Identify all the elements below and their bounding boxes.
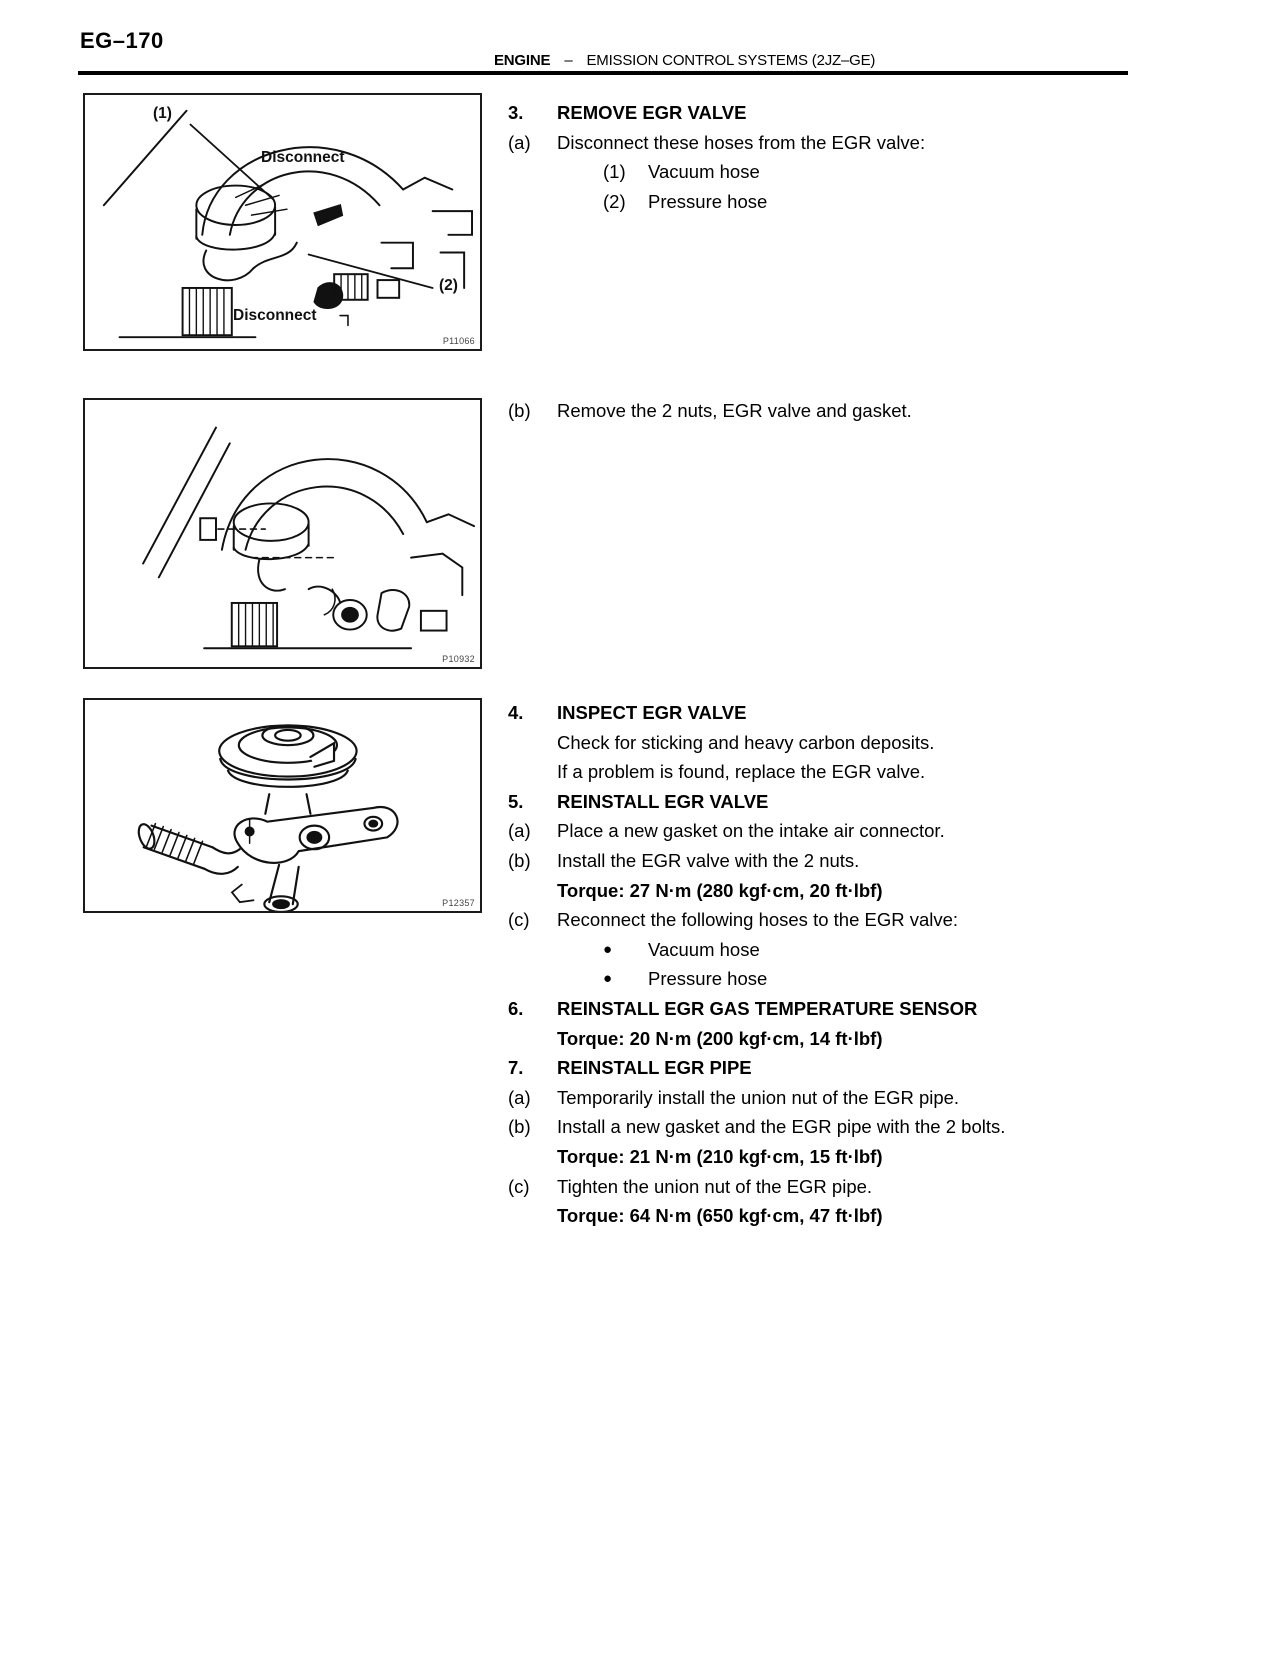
step-marker bbox=[508, 1142, 557, 1172]
step-text: Install the EGR valve with the 2 nuts. bbox=[557, 849, 860, 871]
procedure-step bbox=[508, 1024, 1128, 1054]
header-section: ENGINE bbox=[494, 52, 551, 69]
procedure-block-remove bbox=[508, 98, 1128, 216]
procedure-step bbox=[508, 1172, 1128, 1202]
figure-2-illustration bbox=[85, 400, 480, 667]
step-text: Place a new gasket on the intake air connector. bbox=[557, 820, 945, 842]
step-text: REMOVE EGR VALVE bbox=[557, 102, 747, 123]
procedure-step bbox=[508, 1142, 1128, 1172]
step-marker: ● bbox=[603, 970, 613, 988]
step-marker bbox=[508, 728, 557, 758]
step-marker: (1) bbox=[603, 161, 626, 183]
header-rule bbox=[78, 71, 1128, 75]
step-text: Torque: 20 N·m (200 kgf·cm, 14 ft·lbf) bbox=[557, 1027, 883, 1049]
procedure-step bbox=[508, 1053, 1128, 1083]
step-marker: 7. bbox=[508, 1057, 524, 1079]
step-text: Pressure hose bbox=[648, 968, 768, 990]
procedure-step bbox=[508, 787, 1128, 817]
step-marker: (a) bbox=[508, 1086, 531, 1108]
procedure-step bbox=[508, 1112, 1128, 1142]
procedure-block-remove-nuts bbox=[508, 396, 1128, 426]
step-marker: (a) bbox=[508, 820, 531, 842]
step-marker: 3. bbox=[508, 102, 524, 123]
step-marker bbox=[508, 1024, 557, 1054]
step-marker bbox=[508, 757, 557, 787]
figure-code: P10932 bbox=[442, 654, 475, 664]
step-text: REINSTALL EGR GAS TEMPERATURE SENSOR bbox=[557, 997, 978, 1019]
step-text: REINSTALL EGR VALVE bbox=[557, 790, 769, 812]
procedure-block-inspect-reinstall bbox=[508, 698, 1128, 1231]
procedure-step bbox=[508, 1201, 1128, 1231]
procedure-step bbox=[508, 98, 1128, 128]
step-marker: (a) bbox=[508, 131, 531, 153]
figure-callout-1: (1) bbox=[153, 105, 172, 122]
step-marker: (b) bbox=[508, 400, 531, 421]
procedure-step bbox=[508, 994, 1128, 1024]
step-text: Torque: 21 N·m (210 kgf·cm, 15 ft·lbf) bbox=[557, 1145, 883, 1167]
step-text: Remove the 2 nuts, EGR valve and gasket. bbox=[557, 400, 912, 421]
step-text: Check for sticking and heavy carbon deposits. bbox=[557, 731, 935, 753]
figure-egr-valve-component bbox=[83, 698, 482, 913]
figure-egr-valve-removal bbox=[83, 398, 482, 669]
figure-label-disconnect-top: Disconnect bbox=[261, 149, 345, 166]
step-marker: (c) bbox=[508, 909, 530, 931]
figure-egr-hose-disconnect bbox=[83, 93, 482, 351]
procedure-step bbox=[508, 876, 1128, 906]
step-text: Vacuum hose bbox=[648, 938, 760, 960]
procedure-step bbox=[508, 157, 1128, 187]
step-marker: 6. bbox=[508, 997, 524, 1019]
procedure-step bbox=[508, 905, 1128, 935]
header-separator: – bbox=[564, 52, 573, 69]
step-text: Install a new gasket and the EGR pipe with the 2 bolts. bbox=[557, 1116, 1006, 1138]
procedure-step bbox=[508, 846, 1128, 876]
step-text: Torque: 64 N·m (650 kgf·cm, 47 ft·lbf) bbox=[557, 1205, 883, 1227]
step-text: If a problem is found, replace the EGR valve. bbox=[557, 761, 926, 783]
procedure-step bbox=[508, 728, 1128, 758]
step-text: Disconnect these hoses from the EGR valve: bbox=[557, 131, 926, 153]
figure-label-disconnect-bottom: Disconnect bbox=[233, 307, 317, 324]
step-marker bbox=[508, 876, 557, 906]
figure-code: P11066 bbox=[442, 336, 475, 346]
step-marker: (b) bbox=[508, 849, 531, 871]
step-marker: (2) bbox=[603, 190, 626, 212]
step-text: Tighten the union nut of the EGR pipe. bbox=[557, 1175, 873, 1197]
figure-callout-2: (2) bbox=[439, 277, 458, 294]
procedure-step bbox=[508, 964, 1128, 994]
figure-code: P12357 bbox=[442, 898, 475, 908]
step-text: Temporarily install the union nut of the EGR pipe. bbox=[557, 1086, 960, 1108]
procedure-step bbox=[508, 128, 1128, 158]
step-text: Reconnect the following hoses to the EGR valve: bbox=[557, 909, 959, 931]
procedure-step bbox=[508, 757, 1128, 787]
procedure-step bbox=[508, 698, 1128, 728]
step-marker: ● bbox=[603, 940, 613, 958]
step-marker bbox=[508, 1201, 557, 1231]
step-marker: (c) bbox=[508, 1175, 530, 1197]
step-text: Vacuum hose bbox=[648, 161, 760, 183]
step-marker: 4. bbox=[508, 702, 524, 723]
step-text: Torque: 27 N·m (280 kgf·cm, 20 ft·lbf) bbox=[557, 879, 883, 901]
page-number: EG–170 bbox=[80, 28, 164, 53]
step-text: REINSTALL EGR PIPE bbox=[557, 1057, 752, 1079]
procedure-step bbox=[508, 396, 1128, 426]
header-title: EMISSION CONTROL SYSTEMS (2JZ–GE) bbox=[586, 52, 876, 69]
procedure-step bbox=[508, 187, 1128, 217]
step-text: Pressure hose bbox=[648, 190, 768, 212]
step-marker: (b) bbox=[508, 1116, 531, 1138]
procedure-step bbox=[508, 816, 1128, 846]
page-header bbox=[494, 52, 875, 69]
procedure-step bbox=[508, 1083, 1128, 1113]
figure-3-illustration bbox=[85, 700, 480, 911]
procedure-step bbox=[508, 935, 1128, 965]
step-marker: 5. bbox=[508, 790, 524, 812]
step-text: INSPECT EGR VALVE bbox=[557, 702, 747, 723]
